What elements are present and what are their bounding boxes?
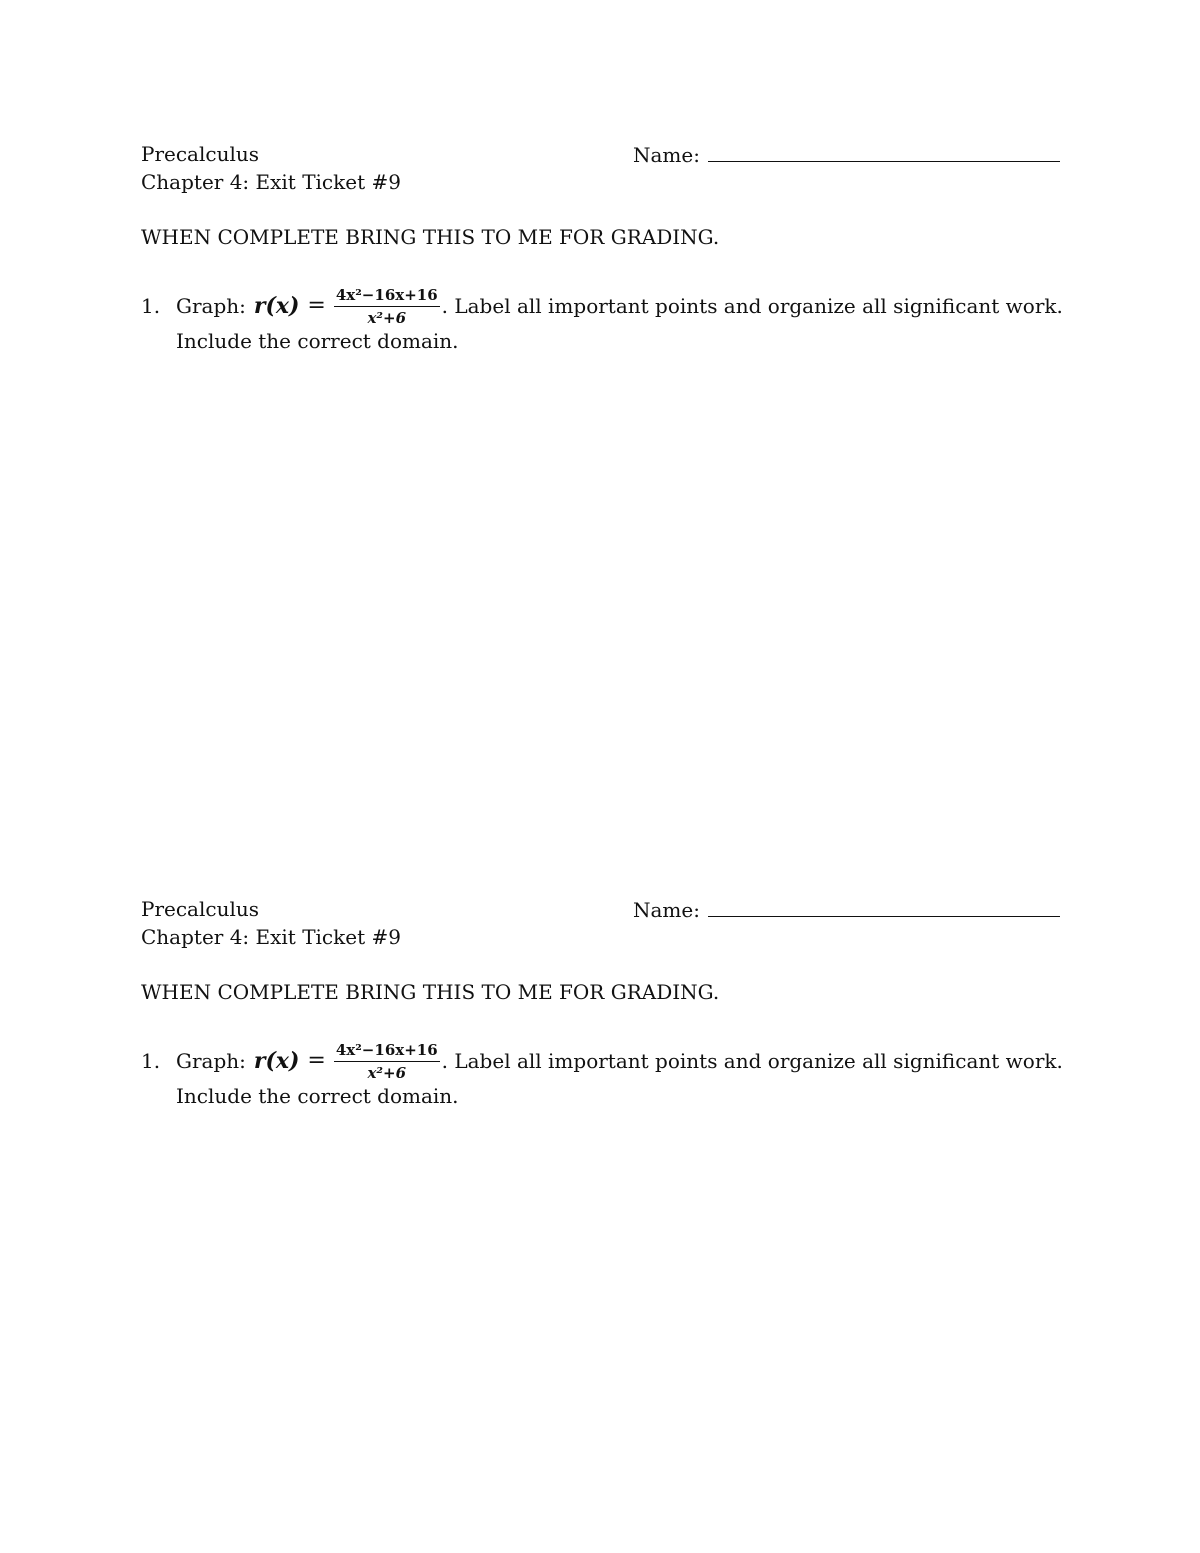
question-prefix: Graph: (176, 1049, 246, 1073)
function-lhs: r(x) (253, 293, 300, 319)
name-label: Name: (633, 143, 700, 167)
grading-instruction: WHEN COMPLETE BRING THIS TO ME FOR GRADING. (141, 225, 720, 249)
fraction-numerator: 4x²−16x+16 (334, 286, 440, 307)
question-line-2: Include the correct domain. (176, 1084, 459, 1108)
course-title: Precalculus (141, 142, 259, 166)
question-body (176, 1035, 1063, 1108)
course-title: Precalculus (141, 897, 259, 921)
equals-sign: = (307, 1048, 326, 1073)
question-suffix: . Label all important points and organize all significant work. (441, 294, 1063, 318)
rational-function-fraction (334, 286, 440, 327)
chapter-title: Chapter 4: Exit Ticket #9 (141, 925, 401, 949)
question-number: 1. (141, 1049, 161, 1073)
grading-instruction: WHEN COMPLETE BRING THIS TO ME FOR GRADING. (141, 980, 720, 1004)
name-field (633, 895, 1060, 924)
function-lhs: r(x) (253, 1048, 300, 1074)
fraction-denominator: x²+6 (367, 1063, 407, 1082)
rational-function-fraction (334, 1041, 440, 1082)
question-number: 1. (141, 294, 161, 318)
equals-sign: = (307, 293, 326, 318)
fraction-numerator: 4x²−16x+16 (334, 1041, 440, 1062)
chapter-title: Chapter 4: Exit Ticket #9 (141, 170, 401, 194)
name-blank-line[interactable] (708, 140, 1060, 162)
question-line-2: Include the correct domain. (176, 329, 459, 353)
fraction-denominator: x²+6 (367, 308, 407, 327)
name-field (633, 140, 1060, 169)
question-body (176, 280, 1063, 353)
question-suffix: . Label all important points and organize all significant work. (441, 1049, 1063, 1073)
question-prefix: Graph: (176, 294, 246, 318)
name-label: Name: (633, 898, 700, 922)
name-blank-line[interactable] (708, 895, 1060, 917)
